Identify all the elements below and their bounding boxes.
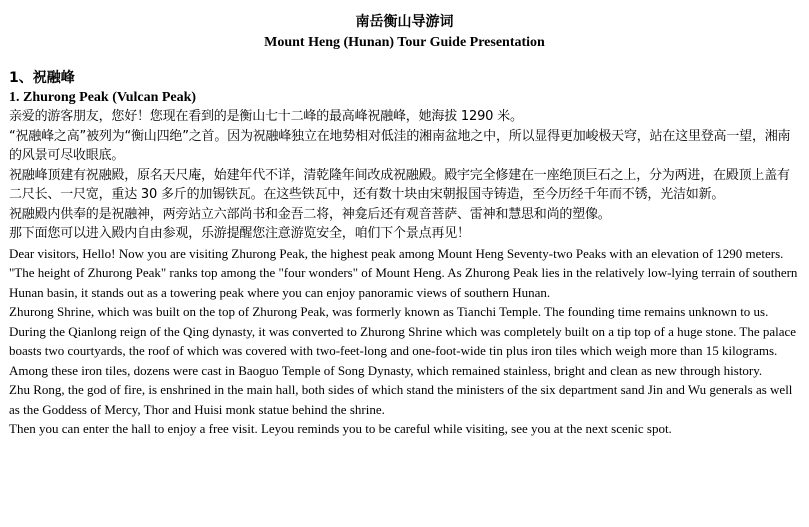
paragraph-cn-greeting: 亲爱的游客朋友，您好！您现在看到的是衡山七十二峰的最高峰祝融峰，她海拔 1290 米。 <box>9 109 523 124</box>
paragraph-cn-statues: 祝融殿内供奉的是祝融神，两旁站立六部尚书和金吾二将，神龛后还有观音菩萨、雷神和慧思和尚的塑像。 <box>9 206 611 222</box>
paragraph-cn-farewell: 那下面您可以进入殿内自由参观，乐游提醒您注意游览安全，咱们下个景点再见！ <box>9 226 470 241</box>
paragraph-en-statues: Zhu Rong, the god of fire, is enshrined in the main hall, both sides of which stand the ministers of the six department sand Jin and Wu generals as well as the Goddess of Mercy, Thor and Huisi monk statue behind the shrine. <box>9 382 793 417</box>
document-title-chinese: 南岳衡山导游词 <box>355 14 454 30</box>
document-title-english: Mount Heng (Hunan) Tour Guide Presentation <box>264 35 545 50</box>
paragraph-en-height: "The height of Zhurong Peak" ranks top among the "four wonders" of Mount Heng. As Zhurong Peak lies in the relatively low-lying terrain of southern Hunan basin, it stands out as a towering peak where you can enjoy panoramic views of southern Hunan. <box>9 265 798 300</box>
sub-heading: 1. Zhurong Peak (Vulcan Peak) <box>9 90 197 105</box>
paragraph-en-shrine: Zhurong Shrine, which was built on the top of Zhurong Peak, was formerly known as Tianchi Temple. The founding time remains unknown to us. During the Qianlong reign of the Qing dynasty, it was converted to Zhurong Shrine which was completely built on a tip top of a huge stone. The palace boasts two courtyards, the roof of which was covered with two-feet-long and one-foot-wide tin plus iron tiles which weigh more than 15 kilograms. Among these iron tiles, dozens were cast in Baoguo Temple of Song Dynasty, which remained stainless, bright and clean as new through history. <box>9 304 797 378</box>
paragraph-cn-shrine: 祝融峰顶建有祝融殿，原名天尺庵，始建年代不详，清乾隆年间改成祝融殿。殿宇完全修建在一座绝顶巨石之上，分为两进，在殿顶上盖有二尺长、一尺宽，重达 30 多斤的加锡铁瓦。在这些铁瓦中，还有数十块由宋朝报国寺铸造，至今历经千年而不锈，光洁如新。 <box>9 167 790 202</box>
english-text-block <box>9 244 800 439</box>
paragraph-cn-height: “祝融峰之高”被列为“衡山四绝”之首。因为祝融峰独立在地势相对低洼的湘南盆地之中，所以显得更加峻极天穹，站在这里登高一望，湘南的风景可尽收眼底。 <box>9 128 791 163</box>
chinese-text-block <box>9 107 800 244</box>
paragraph-en-greeting: Dear visitors, Hello! Now you are visiting Zhurong Peak, the highest peak among Mount Heng Seventy-two Peaks with an elevation of 1290 meters. <box>9 245 784 261</box>
section-heading: 1、祝融峰 <box>9 70 75 86</box>
paragraph-en-farewell: Then you can enter the hall to enjoy a free visit. Leyou reminds you to be careful while visiting, see you at the next scenic spot. <box>9 421 672 436</box>
